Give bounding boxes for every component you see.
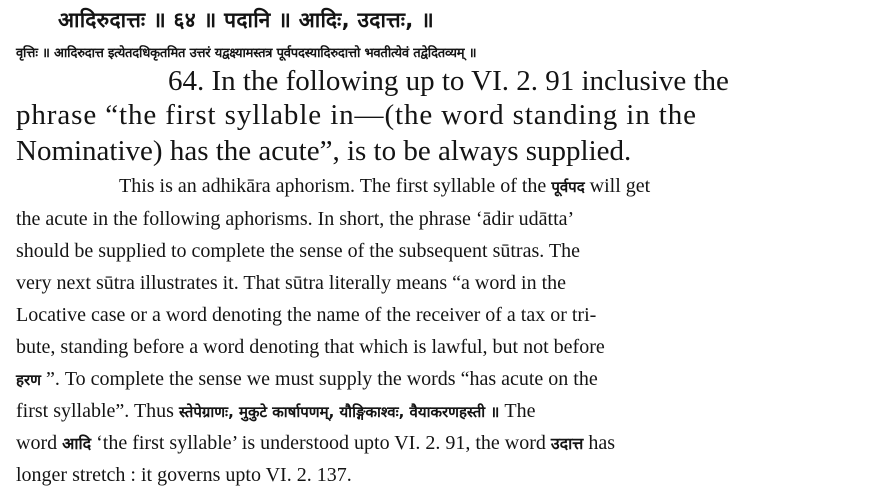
commentary-text: ‘the first syllable’ is understood upto VI. 2. 91, the word	[91, 432, 551, 454]
translation-line-3: Nominative) has the acute”, is to be always supplied.	[16, 135, 632, 167]
commentary-line-6: bute, standing before a word denoting that which is lawful, but not before	[16, 336, 605, 358]
commentary-line-3: should be supplied to complete the sense of the subsequent sūtras. The	[16, 240, 580, 262]
devanagari-term: हरण	[16, 371, 41, 389]
devanagari-term: उदात्त	[550, 434, 584, 453]
commentary-text: ”. To complete the sense we must supply the words “has acute on the	[40, 368, 598, 390]
commentary-line-1	[119, 175, 650, 198]
devanagari-examples: स्तेपेग्राणः, मुकुटे कार्षापणम्, यौङ्गिकाश्वः, वैयाकरणहस्ती ॥	[178, 403, 500, 421]
commentary-text: This is an adhikāra aphorism. The first syllable of the	[119, 175, 552, 197]
devanagari-term: पूर्वपद	[551, 178, 585, 196]
commentary-line-9	[16, 432, 615, 455]
commentary-line-2: the acute in the following aphorisms. In short, the phrase ‘ādir udātta’	[16, 208, 575, 230]
vritti-commentary: वृत्तिः ॥ आदिरुदात्त इत्येतदधिकृतमित उत्तरं यद्वक्ष्यामस्तत्र पूर्वपदस्यादिरुदात्तो भवतीत्येवं तद्वेदितव्यम् ॥	[16, 46, 477, 61]
translation-line-2: phrase “the first syllable in—(the word standing in the	[16, 99, 697, 131]
sutra-heading: आदिरुदात्तः ॥ ६४ ॥ पदानि ॥ आदिः, उदात्तः, ॥	[58, 8, 435, 32]
commentary-line-4: very next sūtra illustrates it. That sūtra literally means “a word in the	[16, 272, 567, 294]
commentary-line-5: Locative case or a word denoting the name of the receiver of a tax or tri-	[16, 304, 597, 326]
commentary-line-7	[16, 368, 598, 391]
commentary-line-8	[16, 400, 535, 423]
commentary-line-10: longer stretch : it governs upto VI. 2. 137.	[16, 464, 352, 486]
devanagari-term: आदि	[62, 434, 92, 453]
commentary-text: will get	[584, 175, 651, 197]
commentary-text: word	[16, 432, 63, 454]
commentary-text: first syllable”. Thus	[16, 400, 179, 422]
commentary-text: has	[583, 432, 615, 454]
translation-line-1: 64. In the following up to VI. 2. 91 inclusive the	[168, 65, 729, 97]
commentary-text: The	[499, 400, 536, 422]
